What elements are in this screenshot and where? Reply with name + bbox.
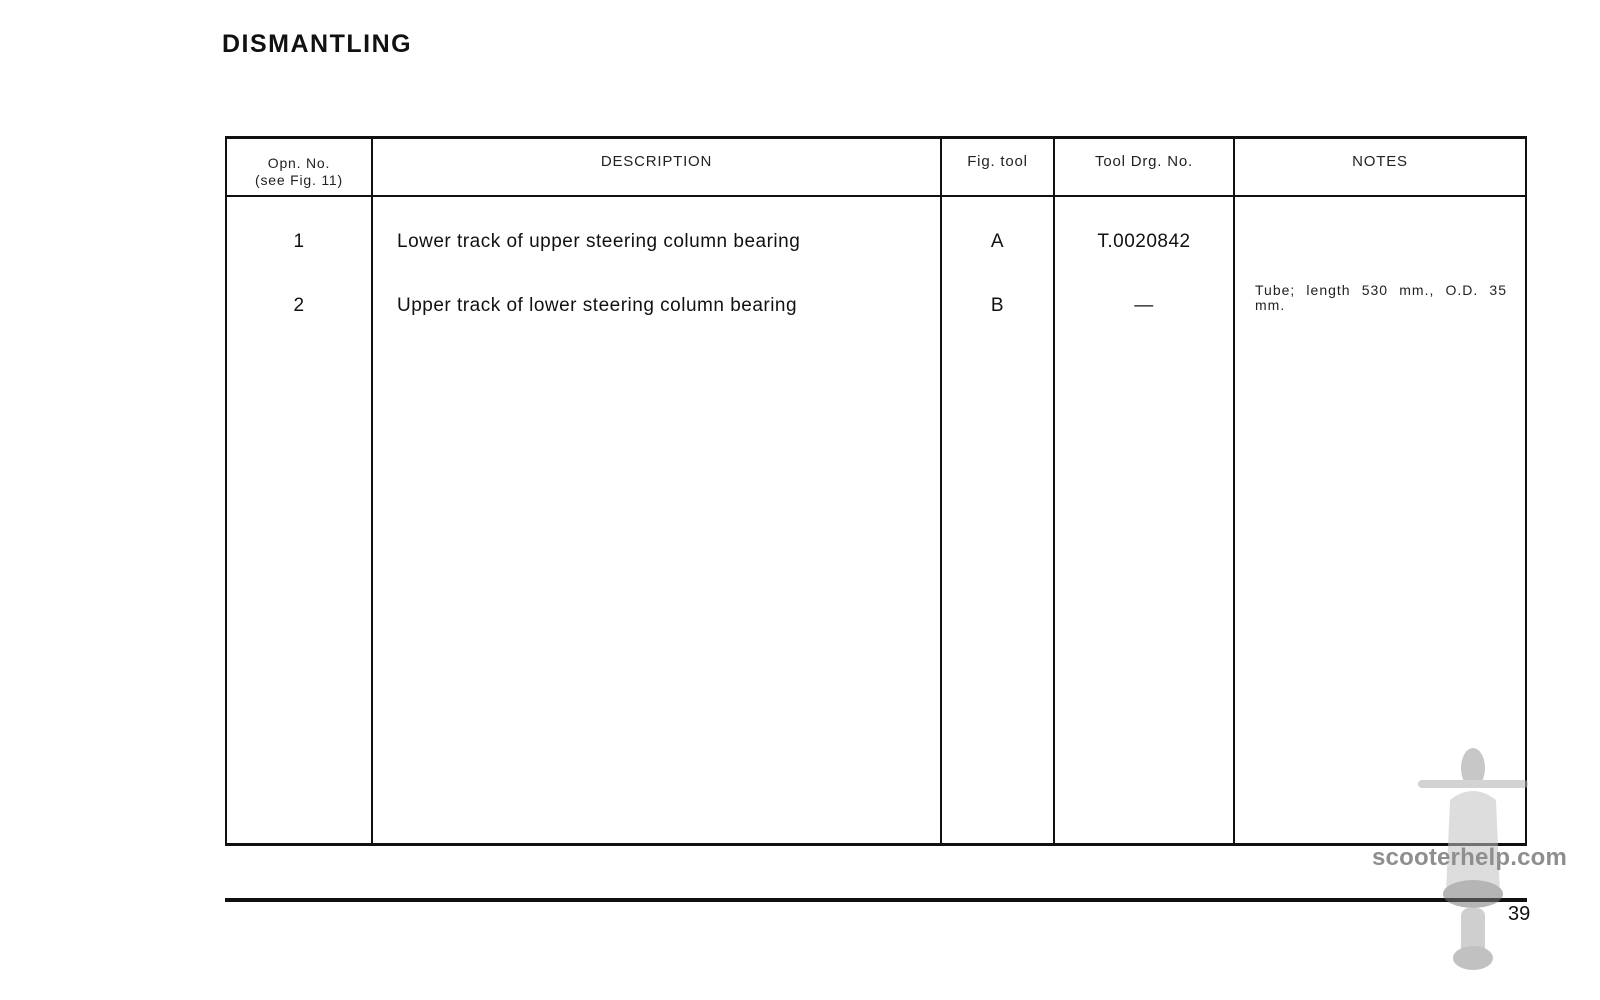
opn-column [227, 139, 373, 843]
row-2-opn: 2 [293, 295, 305, 316]
bottom-rule [225, 898, 1527, 902]
watermark-text: scooterhelp.com [1372, 844, 1568, 871]
page-number: 39 [1508, 903, 1531, 925]
fig-tool-header: Fig. tool [942, 139, 1053, 197]
row-1-opn: 1 [293, 231, 305, 252]
description-header: DESCRIPTION [373, 139, 940, 197]
opn-header-line2: (see Fig. 11) [255, 172, 343, 188]
row-2-fig-tool: B [990, 295, 1005, 316]
row-1-tool-drg: T.0020842 [1097, 231, 1191, 252]
notes-header: NOTES [1235, 139, 1525, 197]
fig-tool-column [942, 139, 1055, 843]
row-2-tool-drg: — [1134, 295, 1154, 316]
notes-column [1235, 139, 1525, 843]
row-1-fig-tool: A [990, 231, 1005, 252]
tool-drg-column [1055, 139, 1235, 843]
page-title: DISMANTLING [222, 30, 413, 58]
opn-header [227, 139, 371, 197]
row-2-notes: Tube; length 530 mm., O.D. 35 mm. [1255, 282, 1507, 313]
opn-header-line1: Opn. No. [267, 155, 331, 171]
row-1-description: Lower track of upper steering column bearing [397, 231, 801, 252]
description-column [373, 139, 942, 843]
tool-drg-header: Tool Drg. No. [1055, 139, 1233, 197]
row-2-description: Upper track of lower steering column bearing [397, 295, 798, 316]
operations-table [225, 136, 1527, 846]
